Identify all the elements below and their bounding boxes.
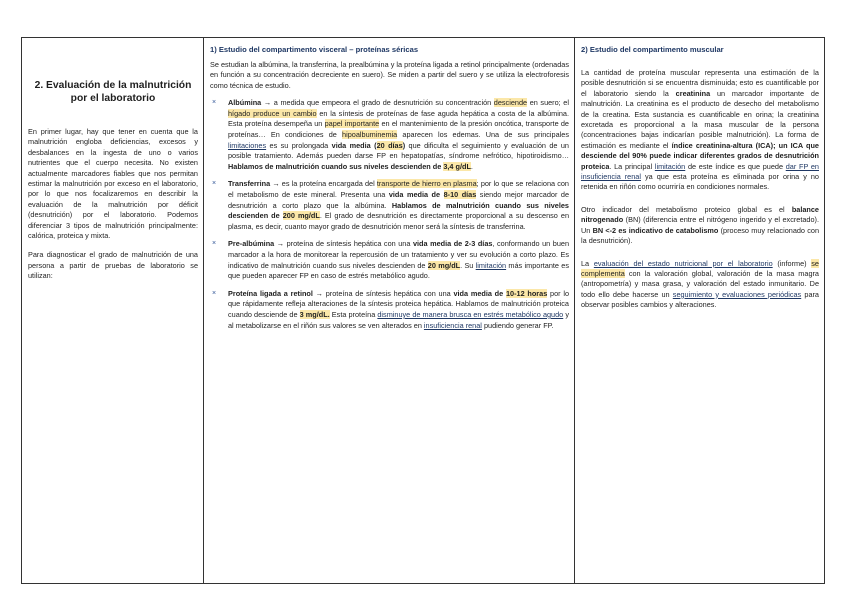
text: más importante es que pueden aparecer FP en caso de estrés metabólico agudo.	[228, 260, 569, 281]
highlight: hígado produce un cambio	[228, 108, 317, 118]
muscular-heading: 2) Estudio del compartimento muscular	[581, 45, 724, 54]
bold-text: índice creatinina-altura (ICA); un ICA que desciende del 90% puede indicar diferentes grados de desnutrición proteica	[581, 140, 819, 171]
diagnosis-paragraph: Para diagnosticar el grado de malnutrición de una persona a partir de pruebas de laboratorio se utilizan:	[28, 250, 198, 281]
text: . Su	[460, 260, 476, 270]
column-muscular	[575, 38, 824, 583]
bullet-x-icon: ×	[212, 240, 217, 248]
underlined-text: limitaciones	[228, 140, 267, 150]
list-item-albumina	[212, 98, 569, 172]
underlined-text: limitación	[654, 161, 686, 171]
text: con la valoración global, valoración de la masa magra (antropometría) y masa grasa, y valoración del estado inmunitario. De todo ello debe hacerse un	[581, 268, 819, 299]
term-proteina-retinol: Proteína ligada a retinol	[228, 288, 313, 298]
text: de este índice es que puede	[685, 161, 786, 171]
text: en la síntesis de proteínas de fase aguda hepática a costa de la albúmina. Esta proteína desempeña un	[228, 108, 569, 129]
highlight: transporte de hierro en plasma	[376, 179, 477, 189]
text: para observar posibles cambios y alteraciones.	[581, 289, 819, 310]
text: ya que esta proteína es eliminada por orina y no retenida en riñón como ocurriría en condiciones normales.	[581, 172, 819, 192]
visceral-intro: Se estudian la albúmina, la transferrina, la prealbúmina y la proteína ligada a retinol principalmente (ordenadas en función a su concentración decreciente en suero). Se miden a partir del suero y se utiliza la electroforesis como técnica de estudio.	[210, 60, 569, 90]
creatinina-paragraph	[581, 68, 819, 193]
text: siendo mejor marcador de desnutrición a corto plazo que la albúmina.	[228, 189, 570, 210]
text: → a medida que empeora el grado de desnutrición su concentración	[261, 98, 494, 108]
text: por lo que rápidamente refleja alteraciones de la síntesis proteica hepática. Hablamos de malnutrición proteica cuando desciende de	[228, 288, 570, 319]
list-item-prealbumina	[212, 239, 569, 281]
bold-text: vida media de 2-3 días	[412, 239, 493, 249]
text: un marcador importante de malnutrición. La creatinina es el producto de desecho del metabolismo de la creatina. Esta sustancia es cuantificable en orina; la creatinina excretada es proporcional a la masa muscular de la persona (concentraciones bajas indicarían posible malnutrición). La forma de estimación es mediante el	[581, 88, 820, 150]
column-left	[22, 38, 204, 583]
list-item-proteina-retinol	[212, 288, 570, 331]
text: en el mantenimiento de la presión oncótica, transporte de proteínas… En condiciones de	[228, 119, 569, 139]
highlight: 3 mg/dL.	[299, 309, 330, 319]
highlight: se complementa	[581, 258, 819, 278]
text: La	[581, 258, 594, 268]
text: → proteína de síntesis hepática con una	[312, 288, 454, 298]
bold-text: Hablamos de malnutrición cuando sus niveles descienden de	[228, 200, 569, 221]
bold-text: balance nitrogenado	[581, 204, 819, 225]
visceral-heading: 1) Estudio del compartimento visceral – proteínas séricas	[210, 45, 419, 54]
list-item-transferrina	[212, 179, 570, 232]
protein-list	[210, 98, 569, 331]
section-title: 2. Evaluación de la malnutrición por el laboratorio	[34, 80, 192, 104]
highlight: 10-12 horas	[505, 288, 548, 298]
highlight: 200 mg/dL	[282, 211, 320, 221]
highlight: 20 mg/dL	[427, 260, 461, 270]
text: . El grado de desnutrición es directamente proporcional a su descenso en plasma, es decir, cuanto mayor grado de desnutrición menor será la síntesis de transferrina.	[228, 211, 570, 231]
underlined-text: insuficiencia renal	[423, 320, 482, 330]
intro-paragraph: En primer lugar, hay que tener en cuenta que la malnutrición engloba deficiencias, excesos y desbalances en la ingesta de uno o varios nutrientes que el cuerpo necesita. No existen actualmente marcadores fiables que nos permitan estimar la malnutrición por exceso en el laboratorio, por lo que nos focalizaremos en describir la evaluación de la malnutrición por déficit (desnutrición) por el laboratorio. Podemos diferenciar 3 tipos de malnutrición principalmente: calórica, proteica y mixta.	[28, 127, 198, 241]
text: y al metabolizarse en el riñón sus valores se ven alterados en	[228, 309, 569, 330]
bullet-x-icon: ×	[212, 180, 217, 188]
bold-text: Hablamos de malnutrición cuando sus niveles descienden de	[228, 161, 444, 171]
text: .	[470, 161, 473, 171]
bold-text: vida media (	[331, 140, 377, 150]
term-transferrina: Transferrina →	[228, 179, 280, 189]
content-table	[21, 37, 825, 584]
text: (BN) (diferencia entre el nitrógeno ingerido y el excretado). Un	[581, 215, 819, 235]
balance-paragraph	[581, 205, 819, 247]
term-albumina: Albúmina	[228, 98, 262, 108]
bold-text: creatinina	[675, 88, 711, 98]
column-visceral	[204, 38, 575, 583]
highlight: hipoalbuminemia	[342, 130, 398, 139]
highlight: 20 días	[376, 140, 403, 150]
text: ; por lo que se relaciona con el metabolismo de este mineral. Presenta una	[228, 179, 569, 199]
bold-text: vida media de	[453, 288, 506, 298]
highlight: desciende	[493, 98, 528, 108]
bullet-x-icon: ×	[212, 99, 217, 107]
highlight: 3,4 g/dL	[443, 161, 471, 171]
highlight: 8-10 días	[443, 189, 477, 199]
text: (informe)	[772, 258, 812, 268]
text: (proceso muy relacionado con la desnutrición).	[581, 225, 819, 246]
highlight: papel importante	[324, 119, 380, 129]
bullet-x-icon: ×	[212, 289, 217, 297]
text: es la proteína encargada del	[279, 179, 377, 189]
text: pudiendo generar FP.	[481, 320, 554, 330]
text: Otro indicador del metabolismo proteico global es el	[581, 204, 792, 214]
term-prealbumina: Pre-albúmina	[228, 239, 275, 249]
bold-text: )	[402, 140, 406, 150]
underlined-text: evaluación del estado nutricional por el laboratorio	[593, 258, 773, 268]
bold-text: vida media de	[388, 189, 444, 199]
text: , conformando un buen marcador a la hora de monitorear la repercusión de un tratamiento y ver su evolución a corto plazo. Es indicativo de malnutrición cuando sus niveles descienden de	[228, 239, 569, 270]
underlined-text: disminuye de manera brusca en estrés metabólico agudo	[377, 309, 564, 319]
bold-text: BN <-2 es indicativo de catabolismo	[592, 225, 719, 235]
evaluation-paragraph	[581, 259, 819, 311]
text: en suero; el	[527, 98, 569, 108]
text: . La principal	[609, 161, 655, 171]
underlined-text: limitación	[475, 260, 507, 270]
text: que dificulta el seguimiento y evaluación de un posible tratamiento. Además pueden darse FP en hepatopatías, síndrome nefrótico, hipotiroidismo…	[228, 140, 569, 161]
text: es su prolongada	[266, 140, 332, 150]
text: → proteína de síntesis hepática con una	[274, 239, 413, 249]
text: Esta proteína	[329, 309, 378, 319]
text: aparecen los edemas. Una de sus principales	[397, 130, 569, 139]
underlined-text: dar FP en insuficiencia renal	[581, 161, 819, 182]
underlined-text: seguimiento y evaluaciones periódicas	[672, 289, 802, 299]
text: La cantidad de proteína muscular representa una estimación de la posible desnutrición si se encuentra disminuida; esto es cuantificable por el laboratorio siendo la	[581, 68, 819, 98]
